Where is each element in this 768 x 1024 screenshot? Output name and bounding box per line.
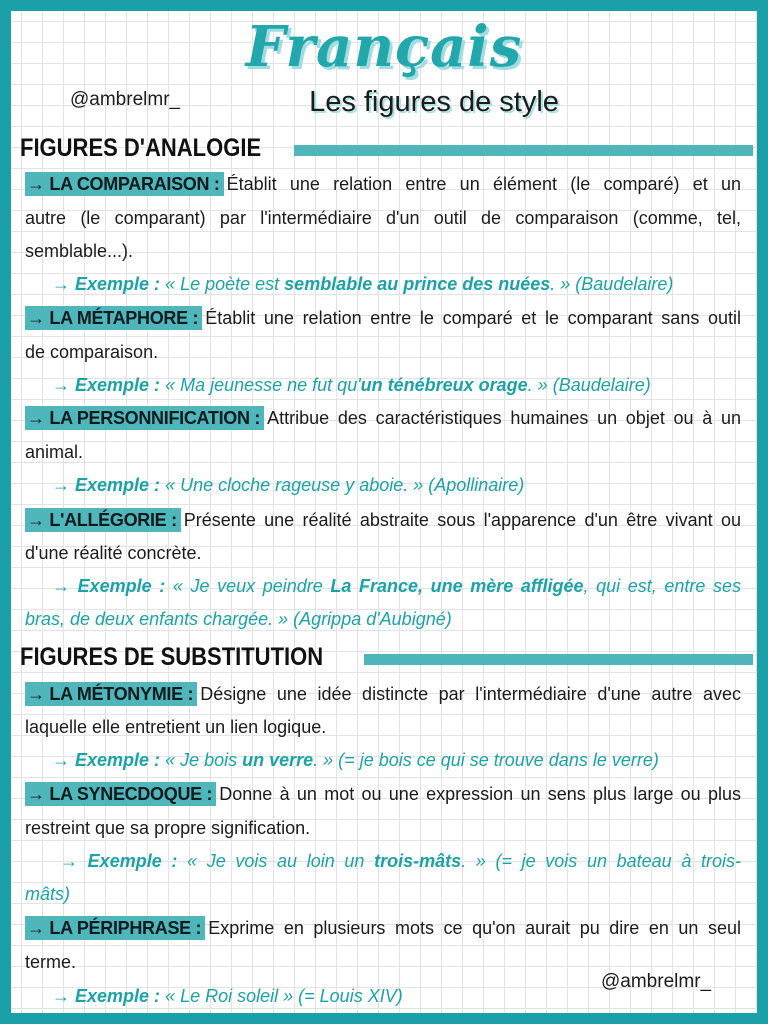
example-synecdoque	[60, 849, 741, 873]
definition-line: terme.	[25, 952, 77, 972]
example-label: Exemple :	[75, 375, 161, 395]
example-label: Exemple :	[75, 750, 161, 770]
term-label: LA COMPARAISON :	[49, 174, 220, 194]
example-text: . » (= je bois ce qui se trouve dans le verre)	[313, 750, 659, 770]
example-comparaison	[52, 272, 673, 296]
example-continuation: mâts)	[25, 884, 70, 904]
definition-line: semblable...).	[25, 241, 134, 261]
example-text: . » (Baudelaire)	[550, 274, 674, 294]
entry-personnification	[25, 406, 741, 430]
section-title: FIGURES DE SUBSTITUTION	[20, 643, 324, 671]
example-emphasis: trois-mâts	[374, 851, 462, 871]
example-text: « Le Roi soleil » (= Louis XIV)	[165, 986, 403, 1006]
definition-line: d'une réalité concrète.	[25, 543, 202, 563]
example-allegorie	[52, 574, 741, 598]
definition-line: autre (le comparant) par l'intermédiaire d'un outil de comparaison (comme, tel,	[25, 208, 741, 228]
term-highlight	[25, 916, 205, 940]
definition-text: Désigne une idée distincte par l'intermédiaire d'une autre avec	[200, 684, 741, 704]
definition-text: Présente une réalité abstraite sous l'apparence d'un être vivant ou	[183, 510, 741, 530]
term-highlight	[25, 782, 216, 806]
example-text: . » (= je vois un bateau à trois-	[461, 851, 741, 871]
term-label: LA PÉRIPHRASE :	[49, 918, 202, 938]
page-subtitle: Les figures de style	[309, 86, 559, 118]
arrow-icon: →	[27, 510, 45, 530]
example-metonymie	[52, 748, 659, 772]
term-label: LA SYNECDOQUE :	[49, 784, 213, 804]
term-label: L'ALLÉGORIE :	[49, 510, 177, 530]
page-title: Français	[245, 14, 523, 80]
term-label: LA MÉTONYMIE :	[49, 684, 194, 704]
arrow-icon: →	[52, 274, 76, 294]
example-text: , qui est, entre ses	[583, 576, 742, 596]
entry-metonymie	[25, 682, 741, 706]
arrow-icon: →	[52, 475, 76, 495]
example-text: « Je vois au loin un	[187, 851, 375, 871]
example-text: « Je bois	[165, 750, 243, 770]
example-label: Exemple :	[87, 851, 178, 871]
example-personnification	[52, 473, 524, 497]
definition-line: de comparaison.	[25, 342, 159, 362]
term-highlight	[25, 508, 181, 532]
entry-synecdoque	[25, 782, 741, 806]
definition-line: laquelle elle entretient un lien logique.	[25, 717, 327, 737]
definition-line: animal.	[25, 442, 84, 462]
arrow-icon: →	[60, 851, 88, 871]
definition-text: Établit une relation entre le comparé et le comparant sans outil	[205, 308, 741, 328]
arrow-icon: →	[27, 408, 45, 428]
section-divider	[294, 145, 753, 156]
section-header-substitution	[20, 642, 753, 672]
example-emphasis: semblable au prince des nuées	[284, 274, 551, 294]
example-emphasis: un verre	[242, 750, 314, 770]
arrow-icon: →	[52, 986, 76, 1006]
term-label: LA PERSONNIFICATION :	[49, 408, 261, 428]
example-text: . » (Baudelaire)	[527, 375, 651, 395]
example-text: « Ma jeunesse ne fut qu'	[165, 375, 361, 395]
arrow-icon: →	[27, 684, 45, 704]
entry-periphrase	[25, 916, 741, 940]
example-label: Exemple :	[77, 576, 166, 596]
section-title: FIGURES D'ANALOGIE	[20, 134, 262, 162]
example-text: « Une cloche rageuse y aboie. » (Apollinaire)	[165, 475, 525, 495]
arrow-icon: →	[27, 918, 45, 938]
arrow-icon: →	[27, 174, 45, 194]
term-label: LA MÉTAPHORE :	[49, 308, 199, 328]
definition-text: Attribue des caractéristiques humaines un objet ou à un	[267, 408, 741, 428]
section-header-analogie	[20, 133, 753, 163]
entry-metaphore	[25, 306, 741, 330]
term-highlight	[25, 682, 197, 706]
definition-line: restreint que sa propre signification.	[25, 818, 311, 838]
entry-comparaison	[25, 172, 741, 196]
example-label: Exemple :	[75, 475, 161, 495]
term-highlight	[25, 406, 264, 430]
example-text: « Je veux peindre	[172, 576, 331, 596]
example-label: Exemple :	[75, 986, 161, 1006]
term-highlight	[25, 172, 224, 196]
arrow-icon: →	[27, 784, 45, 804]
example-continuation: bras, de deux enfants chargée. » (Agrippa d'Aubigné)	[25, 609, 452, 629]
author-handle-bottom: @ambrelmr_	[601, 971, 712, 992]
arrow-icon: →	[52, 375, 76, 395]
example-text: « Le poète est	[165, 274, 285, 294]
example-label: Exemple :	[75, 274, 161, 294]
arrow-icon: →	[52, 750, 76, 770]
example-metaphore	[52, 373, 651, 397]
example-emphasis: La France, une mère affligée	[330, 576, 584, 596]
definition-text: Établit une relation entre un élément (le comparé) et un	[226, 174, 741, 194]
author-handle-top: @ambrelmr_	[70, 89, 181, 110]
example-emphasis: un ténébreux orage	[360, 375, 528, 395]
definition-text: Donne à un mot ou une expression un sens plus large ou plus	[219, 784, 741, 804]
example-periphrase	[52, 984, 403, 1008]
section-divider	[364, 654, 753, 665]
entry-allegorie	[25, 508, 741, 532]
definition-text: Exprime en plusieurs mots ce qu'on aurait pu dire en un seul	[208, 918, 741, 938]
arrow-icon: →	[27, 308, 45, 328]
term-highlight	[25, 306, 202, 330]
arrow-icon: →	[52, 576, 78, 596]
